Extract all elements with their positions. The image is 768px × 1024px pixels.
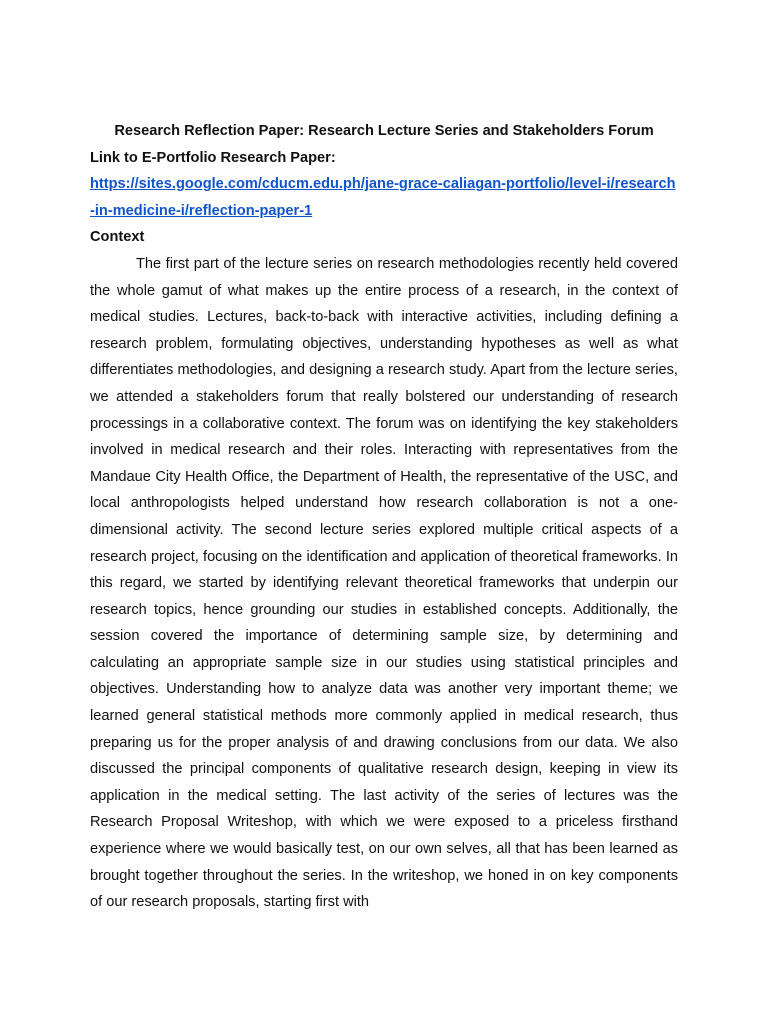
link-label: Link to E-Portfolio Research Paper: <box>90 149 336 166</box>
portfolio-link[interactable]: https://sites.google.com/cducm.edu.ph/jane-grace-caliagan-portfolio/level-i/research-in-medicine-i/reflection-paper-1 <box>90 176 676 219</box>
section-heading-context: Context <box>90 229 145 246</box>
document-page <box>90 118 678 916</box>
context-paragraph: The first part of the lecture series on research methodologies recently held covered the whole gamut of what makes up the entire process of a research, in the context of medical studies. Lectures, back-to-back with interactive activities, including defining a research problem, formulating objectives, understanding hypotheses as well as what differentiates methodologies, and designing a research study. Apart from the lecture series, we attended a stakeholders forum that really bolstered our understanding of research processings in a collaborative context. The forum was on identifying the key stakeholders involved in medical research and their roles. Interacting with representatives from the Mandaue City Health Office, the Department of Health, the representative of the USC, and local anthropologists helped understand how research collaboration is not a one-dimensional activity. The second lecture series explored multiple critical aspects of a research project, focusing on the identification and application of theoretical frameworks. In this regard, we started by identifying relevant theoretical frameworks that underpin our research topics, hence grounding our studies in established concepts. Additionally, the session covered the importance of determining sample size, by determining and calculating an appropriate sample size in our studies using statistical principles and objectives. Understanding how to analyze data was another very important theme; we learned general statistical methods more commonly applied in medical research, thus preparing us for the proper analysis of and drawing conclusions from our data. We also discussed the principal components of qualitative research design, keeping in view its application in the medical setting. The last activity of the series of lectures was the Research Proposal Writeshop, with which we were exposed to a priceless firsthand experience where we would basically test, on our own selves, all that has been learned as brought together throughout the series. In the writeshop, we honed in on key components of our research proposals, starting first with <box>90 255 678 911</box>
document-title: Research Reflection Paper: Research Lecture Series and Stakeholders Forum <box>114 123 654 139</box>
